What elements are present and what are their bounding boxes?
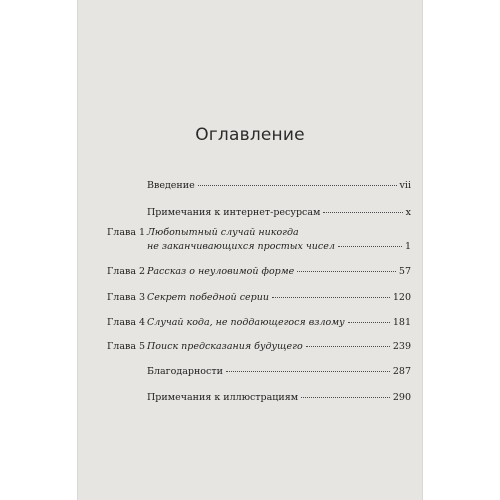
toc-entry-label-line-1: Любопытный случай никогда: [147, 227, 299, 238]
book-page: [77, 0, 423, 500]
dot-leader: [338, 246, 402, 247]
toc-entry-label: Примечания к интернет-ресурсам: [147, 207, 321, 218]
dot-leader: [198, 185, 397, 186]
chapter-label: Глава 3: [107, 292, 146, 303]
page-title: Оглавление: [195, 125, 305, 145]
chapter-label: Глава 4: [107, 317, 146, 328]
toc-page-number: 1: [404, 241, 411, 252]
toc-entry-label: Рассказ о неуловимой форме: [147, 266, 295, 277]
dot-leader: [297, 271, 396, 272]
chapter-label: Глава 1: [107, 227, 146, 238]
dot-leader: [226, 371, 390, 372]
toc-entry-label: Случай кода, не поддающегося взлому: [147, 317, 345, 328]
toc-page-number: x: [405, 207, 411, 218]
toc-entry-label: Примечания к иллюстрациям: [147, 392, 299, 403]
toc-entry-label: Секрет победной серии: [147, 292, 269, 303]
toc-page-number: 120: [392, 292, 411, 303]
chapter-label: Глава 5: [107, 341, 146, 352]
toc-page-number: 57: [398, 266, 411, 277]
dot-leader: [301, 397, 390, 398]
dot-leader: [348, 322, 390, 323]
toc-page-number: 287: [392, 366, 411, 377]
dot-leader: [306, 346, 390, 347]
toc-page-number: vii: [399, 180, 411, 191]
toc-page-number: 181: [392, 317, 411, 328]
toc-entry-label: Введение: [147, 180, 195, 191]
toc-page-number: 290: [392, 392, 411, 403]
chapter-label: Глава 2: [107, 266, 146, 277]
toc-entry-label: Благодарности: [147, 366, 223, 377]
toc-entry-label: Поиск предсказания будущего: [147, 341, 303, 352]
dot-leader: [272, 297, 390, 298]
dot-leader: [323, 212, 402, 213]
toc-page-number: 239: [392, 341, 411, 352]
toc-entry-label-line-2: не заканчивающихся простых чисел: [147, 241, 335, 252]
